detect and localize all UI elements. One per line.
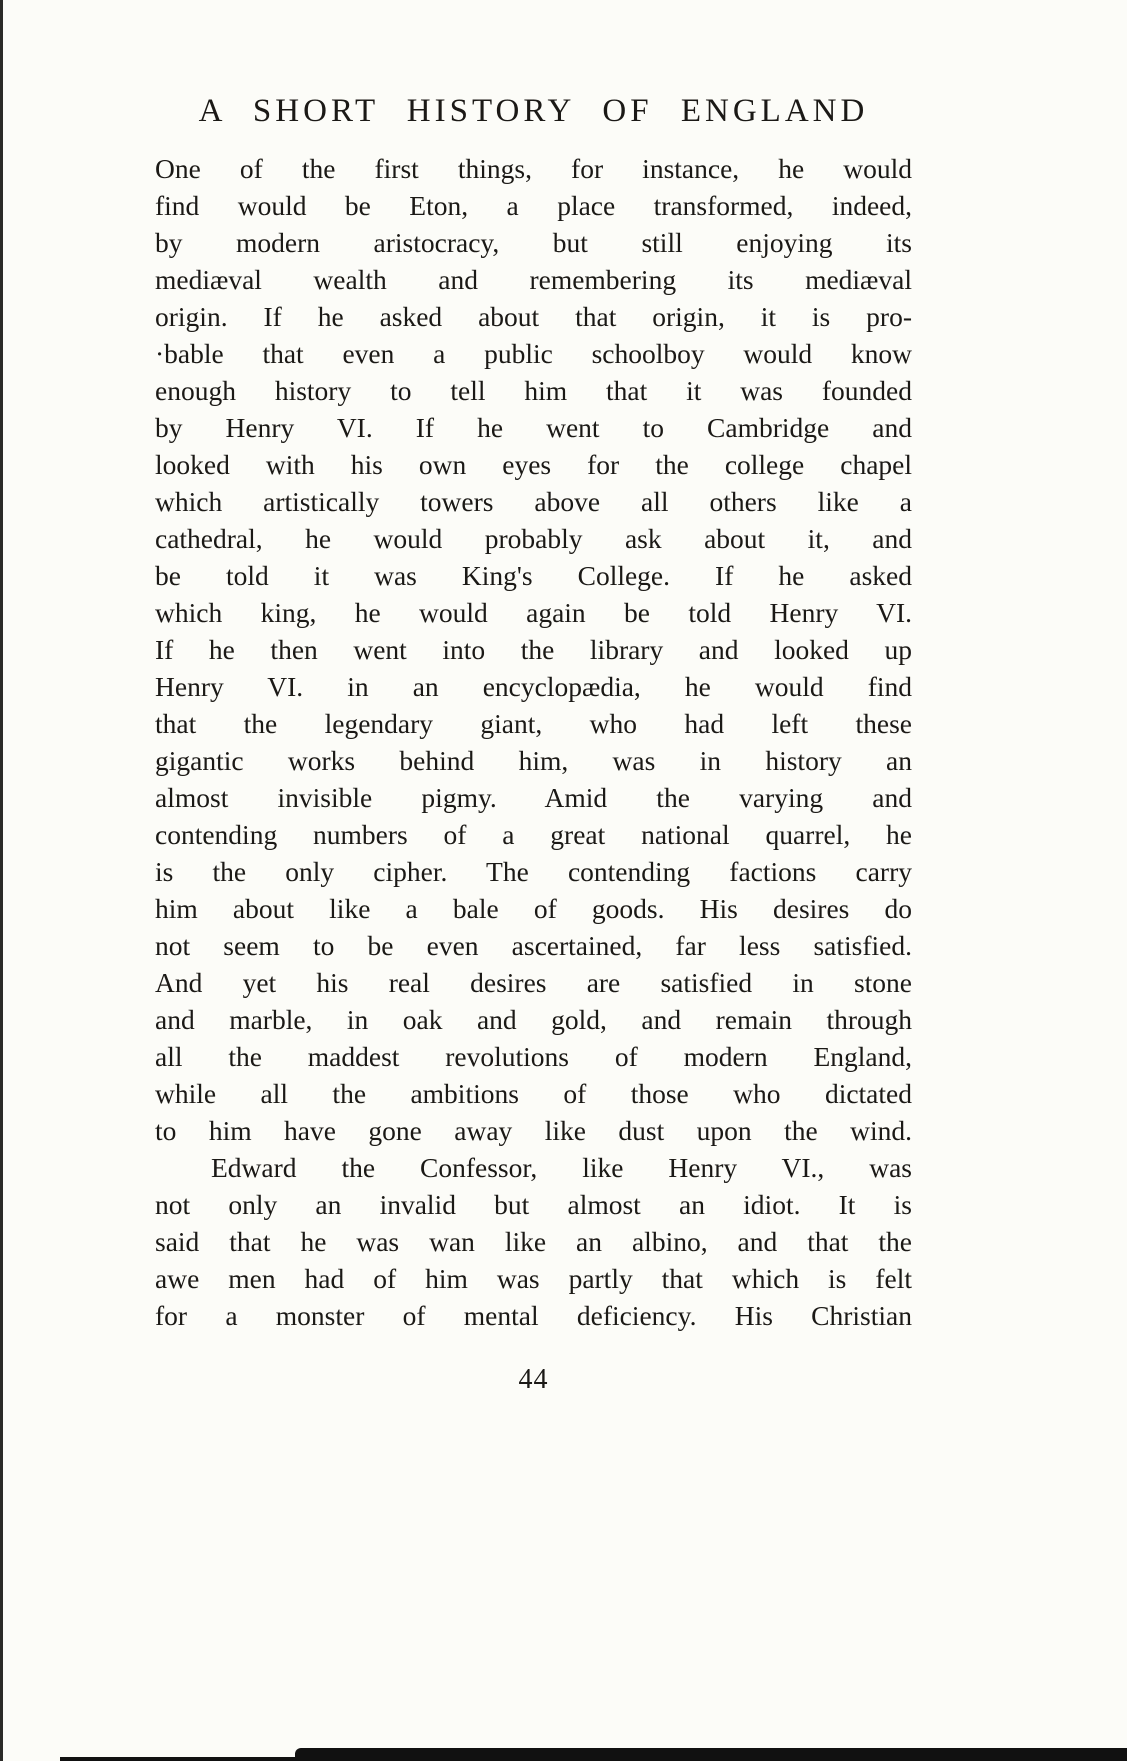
text-line: enough history to tell him that it was founded [155,375,912,406]
text-line: contending numbers of a great national quarrel, he [155,819,912,850]
text-line: One of the first things, for instance, he would [155,153,912,184]
text-line: him about like a bale of goods. His desires do [155,893,912,924]
text-line: gigantic works behind him, was in history an [155,745,912,776]
text-line: is the only cipher. The contending factions carry [155,856,912,887]
text-line: Henry VI. in an encyclopædia, he would find [155,671,912,702]
text-line: ·bable that even a public schoolboy would know [155,338,912,369]
page-number: 44 [518,1364,549,1395]
text-line: mediæval wealth and remembering its mediæval [155,264,912,295]
text-line: Edward the Confessor, like Henry VI., was [211,1152,912,1183]
text-line: not only an invalid but almost an idiot. It is [155,1189,912,1220]
text-line: cathedral, he would probably ask about it, and [155,523,912,554]
paragraph [155,150,912,1149]
text-line: for a monster of mental deficiency. His Christian [155,1300,912,1331]
text-line: not seem to be even ascertained, far less satisfied. [155,930,912,961]
text-line: which king, he would again be told Henry VI. [155,597,912,628]
text-line: by Henry VI. If he went to Cambridge and [155,412,912,443]
text-line: awe men had of him was partly that which is felt [155,1263,912,1294]
text-line: which artistically towers above all others like a [155,486,912,517]
page-content [155,92,912,1396]
text-line: while all the ambitions of those who dictated [155,1078,912,1109]
text-line: looked with his own eyes for the college chapel [155,449,912,480]
text-line: origin. If he asked about that origin, it is pro- [155,301,912,332]
text-line: find would be Eton, a place transformed, indeed, [155,190,912,221]
text-line: by modern aristocracy, but still enjoying its [155,227,912,258]
text-line: said that he was wan like an albino, and that the [155,1226,912,1257]
text-line: and marble, in oak and gold, and remain through [155,1004,912,1035]
page-title: A SHORT HISTORY OF ENGLAND [198,93,869,129]
text-line: If he then went into the library and looked up [155,634,912,665]
scan-edge-bottom [295,1748,1127,1761]
text-line: And yet his real desires are satisfied in stone [155,967,912,998]
text-line: almost invisible pigmy. Amid the varying and [155,782,912,813]
text-line: all the maddest revolutions of modern England, [155,1041,912,1072]
paragraph [155,1149,912,1334]
body-text [155,150,912,1334]
text-line: be told it was King's College. If he asked [155,560,912,591]
text-line: that the legendary giant, who had left these [155,708,912,739]
scan-edge-left [0,0,3,1761]
text-line: to him have gone away like dust upon the wind. [155,1115,912,1146]
